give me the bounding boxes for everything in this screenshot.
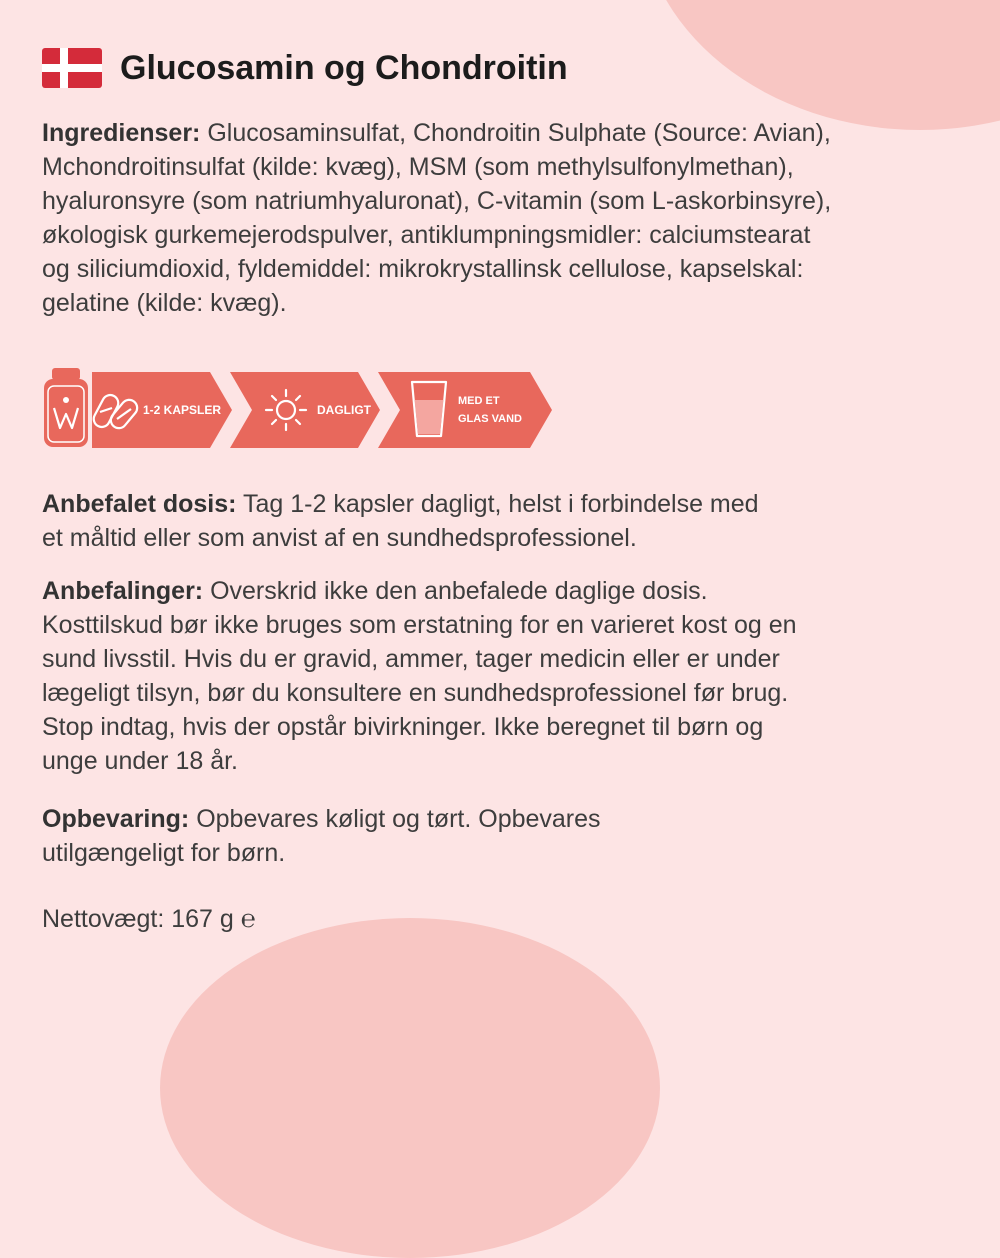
recommendations-line: unge under 18 år. xyxy=(42,747,238,775)
ingredients-line: hyaluronsyre (som natriumhyaluronat), C-vitamin (som L-askorbinsyre), xyxy=(42,187,832,215)
danish-flag-icon xyxy=(42,48,102,88)
recommendations-line: Stop indtag, hvis der opstår bivirkninger. Ikke beregnet til børn og xyxy=(42,713,764,741)
step-daily-label: DAGLIGT xyxy=(317,403,371,417)
page-title: Glucosamin og Chondroitin xyxy=(120,48,568,87)
storage-label: Opbevaring: xyxy=(42,805,190,833)
usage-steps-banner xyxy=(42,364,562,452)
dosage-section xyxy=(42,487,759,555)
ingredients-line: Glucosaminsulfat, Chondroitin Sulphate (Source: Avian), xyxy=(207,119,831,147)
dosage-line: Tag 1-2 kapsler dagligt, helst i forbindelse med xyxy=(242,490,759,518)
estimated-sign-icon: ℮ xyxy=(240,905,256,933)
net-weight-text: Nettovægt: 167 g xyxy=(42,905,234,933)
ingredients-line: og siliciumdioxid, fyldemiddel: mikrokrystallinsk cellulose, kapselskal: xyxy=(42,255,804,283)
recommendations-line: Kosttilskud bør ikke bruges som erstatning for en varieret kost og en xyxy=(42,611,797,639)
decorative-blob-top-right xyxy=(640,0,1000,130)
supplement-bottle-icon xyxy=(44,368,88,447)
recommendations-line: lægeligt tilsyn, bør du konsultere en sundhedsprofessionel før brug. xyxy=(42,679,789,707)
recommendations-label: Anbefalinger: xyxy=(42,577,204,605)
ingredients-label: Ingredienser: xyxy=(42,119,201,147)
storage-line: utilgængeligt for børn. xyxy=(42,839,286,867)
net-weight xyxy=(42,902,256,936)
storage-line: Opbevares køligt og tørt. Opbevares xyxy=(196,805,601,833)
ingredients-line: gelatine (kilde: kvæg). xyxy=(42,289,287,317)
ingredients-line: økologisk gurkemejerodspulver, antiklumpningsmidler: calciumstearat xyxy=(42,221,811,249)
dosage-label: Anbefalet dosis: xyxy=(42,490,237,518)
ingredients-section xyxy=(42,116,831,320)
ingredients-line: Mchondroitinsulfat (kilde: kvæg), MSM (som methylsulfonylmethan), xyxy=(42,153,794,181)
storage-section xyxy=(42,802,601,870)
step-capsules-label: 1-2 KAPSLER xyxy=(143,403,222,417)
dosage-line: et måltid eller som anvist af en sundhedsprofessionel. xyxy=(42,524,637,552)
recommendations-section xyxy=(42,574,797,778)
decorative-blob-bottom xyxy=(160,918,660,1258)
step-water-label-line2: GLAS VAND xyxy=(458,413,522,425)
header xyxy=(42,48,568,88)
step-water-label-line1: MED ET xyxy=(458,395,500,407)
recommendations-line: sund livsstil. Hvis du er gravid, ammer, tager medicin eller er under xyxy=(42,645,780,673)
recommendations-line: Overskrid ikke den anbefalede daglige dosis. xyxy=(210,577,708,605)
